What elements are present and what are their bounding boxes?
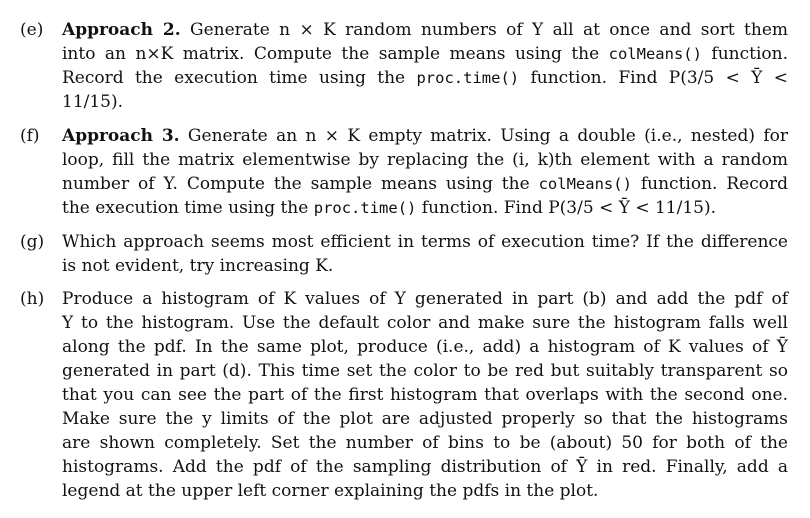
text-line: Make sure the y limits of the plot are adjusted properly so that the histograms (62, 409, 788, 429)
text-span: Generate an n × K empty matrix. Using a double (i.e., nested) for (179, 126, 788, 146)
text-line: histograms. Add the pdf of the sampling distribution of Ȳ in red. Finally, add a (62, 457, 788, 477)
text-line (62, 172, 788, 196)
text-span: the execution time using the (62, 198, 314, 218)
item-heading: Approach 3. (62, 126, 180, 146)
item-body (62, 124, 788, 220)
text-line: are shown completely. Set the number of bins to be (about) 50 for both of the (62, 433, 788, 453)
text-span: Record the execution time using the (62, 68, 417, 88)
text-span: into an n×K matrix. Compute the sample means using the (62, 44, 609, 64)
text-line: 11/15). (62, 92, 124, 112)
text-line: legend at the upper left corner explaining the pdfs in the plot. (62, 481, 599, 501)
item-body (62, 287, 788, 503)
code-span: colMeans() (538, 175, 632, 193)
text-span: number of Y. Compute the sample means using the (62, 174, 539, 194)
item-marker: (e) (20, 20, 44, 40)
text-span: function. Find P(3/5 < Ȳ < 11/15). (416, 198, 717, 218)
text-span: function. (701, 44, 788, 64)
item-marker: (g) (20, 232, 45, 252)
text-line: loop, fill the matrix elementwise by replacing the (i, k)th element with a random (62, 150, 788, 170)
text-line: generated in part (d). This time set the color to be red but suitably transparent so (62, 361, 788, 381)
text-line: that you can see the part of the first histogram that overlaps with the second one. (62, 385, 788, 405)
text-line: Which approach seems most efficient in terms of execution time? If the difference (62, 232, 788, 252)
text-line (62, 42, 788, 66)
text-line: Y to the histogram. Use the default color and make sure the histogram falls well (62, 313, 788, 333)
text-line (62, 124, 788, 148)
text-span: function. Record (631, 174, 788, 194)
code-span: proc.time() (313, 199, 417, 217)
text-span: Generate n × K random numbers of Y all at once and sort them (180, 20, 789, 40)
code-span: colMeans() (608, 45, 702, 63)
item-body (62, 18, 788, 114)
text-line: is not evident, try increasing K. (62, 256, 334, 276)
code-span: proc.time() (416, 69, 520, 87)
text-line (62, 66, 788, 90)
item-heading: Approach 2. (62, 20, 181, 40)
text-line: along the pdf. In the same plot, produce (i.e., add) a histogram of K values of Ȳ (62, 337, 788, 357)
item-body (62, 230, 788, 278)
text-span: function. Find P(3/5 < Ȳ < (519, 68, 788, 88)
text-line: Produce a histogram of K values of Y generated in part (b) and add the pdf of (62, 289, 788, 309)
text-line (62, 196, 788, 220)
item-marker: (h) (20, 289, 45, 309)
text-line (62, 18, 788, 42)
item-marker: (f) (20, 126, 40, 146)
